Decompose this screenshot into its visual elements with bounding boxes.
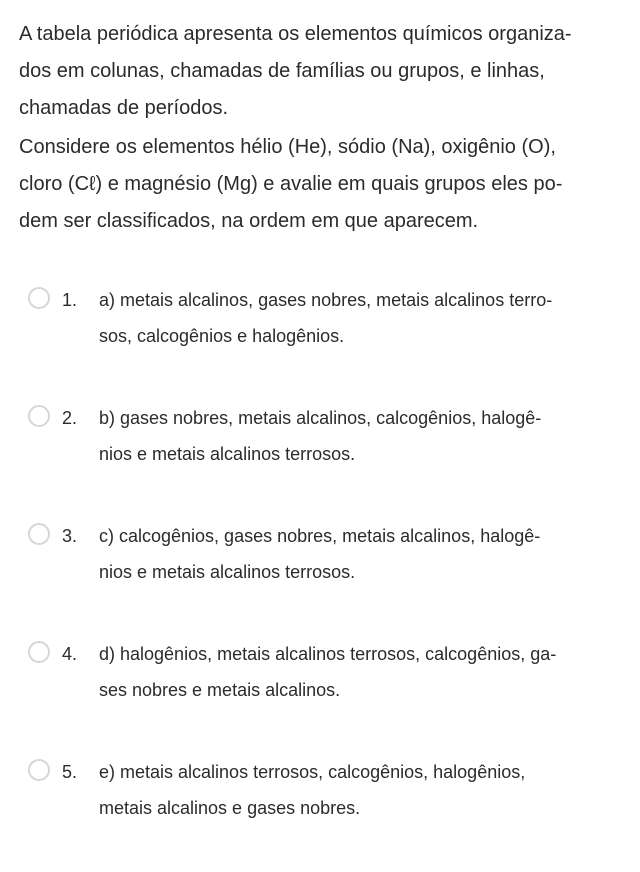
answer-option-5[interactable]	[26, 754, 626, 872]
question-text	[19, 16, 631, 240]
option-number: 3.	[62, 526, 78, 546]
option-text-line: sos, calcogênios e halogênios.	[99, 326, 345, 346]
radio-button-1[interactable]	[28, 287, 50, 309]
radio-button-5[interactable]	[28, 759, 50, 781]
option-text-line: e) metais alcalinos terrosos, calcogênios, halogênios,	[99, 762, 526, 782]
question-line: cloro (Cℓ) e magnésio (Mg) e avalie em quais grupos eles po-	[19, 173, 563, 195]
option-text-line: nios e metais alcalinos terrosos.	[99, 444, 356, 464]
option-label[interactable]	[99, 400, 619, 472]
answer-option-1[interactable]	[26, 282, 626, 400]
option-text-line: a) metais alcalinos, gases nobres, metais alcalinos terro-	[99, 290, 553, 310]
option-number: 2.	[62, 408, 78, 428]
question-line: dos em colunas, chamadas de famílias ou grupos, e linhas,	[19, 60, 545, 82]
answer-option-4[interactable]	[26, 636, 626, 754]
option-label[interactable]	[99, 282, 619, 354]
answer-option-2[interactable]	[26, 400, 626, 518]
question-line: chamadas de períodos.	[19, 97, 229, 119]
option-label[interactable]	[99, 636, 619, 708]
option-label[interactable]	[99, 518, 619, 590]
option-text-line: d) halogênios, metais alcalinos terrosos, calcogênios, ga-	[99, 644, 557, 664]
option-text-line: b) gases nobres, metais alcalinos, calcogênios, halogê-	[99, 408, 542, 428]
question-line: dem ser classificados, na ordem em que aparecem.	[19, 210, 479, 232]
option-number: 1.	[62, 290, 78, 310]
answer-option-3[interactable]	[26, 518, 626, 636]
question-line: A tabela periódica apresenta os elementos químicos organiza-	[19, 23, 572, 45]
option-text-line: ses nobres e metais alcalinos.	[99, 680, 341, 700]
answer-options	[26, 282, 626, 872]
option-text-line: c) calcogênios, gases nobres, metais alcalinos, halogê-	[99, 526, 541, 546]
option-label[interactable]	[99, 754, 619, 826]
option-number: 4.	[62, 644, 78, 664]
option-text-line: metais alcalinos e gases nobres.	[99, 798, 361, 818]
option-number: 5.	[62, 762, 78, 782]
radio-button-4[interactable]	[28, 641, 50, 663]
question-paragraph-1	[19, 16, 631, 127]
radio-button-3[interactable]	[28, 523, 50, 545]
radio-button-2[interactable]	[28, 405, 50, 427]
question-line: Considere os elementos hélio (He), sódio (Na), oxigênio (O),	[19, 136, 556, 158]
question-paragraph-2	[19, 129, 631, 240]
option-text-line: nios e metais alcalinos terrosos.	[99, 562, 356, 582]
